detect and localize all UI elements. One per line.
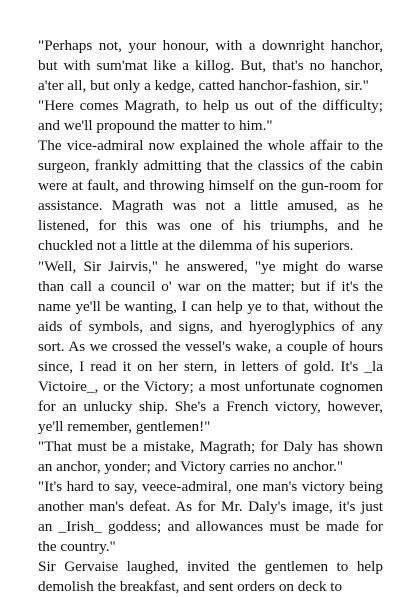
paragraph-5: "That must be a mistake, Magrath; for Daly has shown an anchor, yonder; and Victory carries no anchor." [38,437,383,475]
page-text [38,36,383,597]
paragraph-3: The vice-admiral now explained the whole affair to the surgeon, frankly admitting that the classics of the cabin were at fault, and throwing himself on the gun-room for assistance. Magrath was not a little amused, as he listened, for this was one of his triumphs, and he chuckled not a little at the dilemma of his superiors. [38,137,383,255]
paragraph-2: "Here comes Magrath, to help us out of the difficulty; and we'll propound the matter to him." [38,97,383,135]
paragraph-7: Sir Gervaise laughed, invited the gentlemen to help demolish the breakfast, and sent orders on deck to [38,558,383,596]
paragraph-6: "It's hard to say, veece-admiral, one man's victory being another man's defeat. As for Mr. Daly's image, it's just an _Irish_ goddess; and allowances must be made for the country." [38,478,383,556]
paragraph-1: "Perhaps not, your honour, with a downright hanchor, but with sum'mat like a killog. But, that's no hanchor, a'ter all, but only a kedge, catted hanchor-fashion, sir." [38,37,383,95]
paragraph-4: "Well, Sir Jairvis," he answered, "ye might do warse than call a council o' war on the matter; but if it's the name ye'll be wanting, I can help ye to that, without the aids of symbols, and signs, and hyeroglyphics of any sort. As we crossed the vessel's wake, a couple of hours since, I read it on her stern, in letters of gold. It's _la Victoire_, or the Victory; a most unfortunate cognomen for an unlucky ship. She's a French victory, however, ye'll remember, gentlemen!" [38,257,383,435]
